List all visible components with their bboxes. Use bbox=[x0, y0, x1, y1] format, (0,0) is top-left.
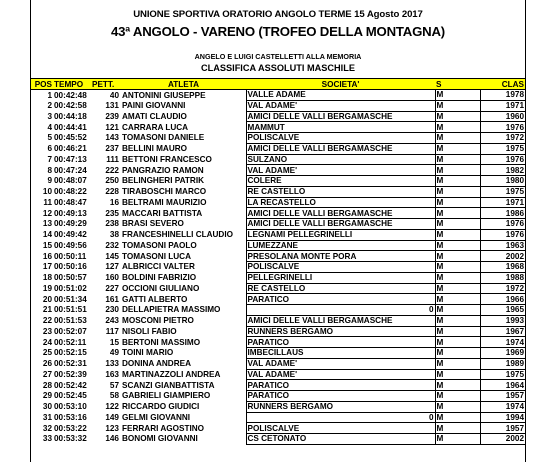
cell-pett: 222 bbox=[105, 165, 119, 175]
cell-sex: M bbox=[435, 283, 480, 294]
table-row bbox=[31, 197, 525, 208]
cell-pos: 33 bbox=[42, 434, 52, 444]
table-row bbox=[31, 208, 525, 219]
cell-clas: 1975 bbox=[480, 186, 525, 197]
cell-atleta: FERRARI AGOSTINO bbox=[122, 423, 205, 433]
column-header-societa: SOCIETA' bbox=[246, 79, 435, 90]
cell-pett: 232 bbox=[105, 240, 119, 250]
table-row bbox=[31, 100, 525, 111]
cell-clas: 1993 bbox=[480, 315, 525, 326]
cell-tempo: 00:50:57 bbox=[54, 273, 87, 283]
cell-clas: 1976 bbox=[480, 154, 525, 165]
cell-societa: IMBECILLAUS bbox=[246, 348, 435, 359]
cell-tempo: 00:52:11 bbox=[54, 337, 87, 347]
cell-pett: 121 bbox=[105, 122, 119, 132]
cell-pett: 111 bbox=[106, 154, 119, 164]
cell-tempo: 00:52:07 bbox=[54, 326, 87, 336]
cell-sex: M bbox=[435, 401, 480, 412]
cell-atleta: BONOMI GIOVANNI bbox=[122, 434, 198, 444]
cell-societa: PARATICO bbox=[246, 294, 435, 305]
table-row bbox=[31, 369, 525, 380]
cell-pett: 243 bbox=[105, 316, 119, 326]
cell-sex: M bbox=[435, 391, 480, 402]
cell-atleta: BRASI SEVERO bbox=[122, 219, 184, 229]
cell-pos: 31 bbox=[42, 412, 52, 422]
cell-clas: 1974 bbox=[480, 401, 525, 412]
cell-clas: 2002 bbox=[480, 434, 525, 445]
cell-tempo: 00:48:47 bbox=[54, 197, 87, 207]
cell-pos: 26 bbox=[42, 359, 52, 369]
cell-sex: M bbox=[435, 434, 480, 445]
cell-tempo: 00:50:16 bbox=[54, 262, 87, 272]
table-row bbox=[31, 283, 525, 294]
cell-sex: M bbox=[435, 272, 480, 283]
cell-clas: 1972 bbox=[480, 283, 525, 294]
cell-tempo: 00:51:34 bbox=[54, 294, 87, 304]
column-header-atleta: ATLETA bbox=[121, 79, 246, 90]
cell-pett: 122 bbox=[105, 402, 119, 412]
table-row bbox=[31, 315, 525, 326]
cell-societa: PARATICO bbox=[246, 391, 435, 402]
cell-clas: 1976 bbox=[480, 229, 525, 240]
cell-tempo: 00:53:10 bbox=[54, 402, 87, 412]
cell-tempo: 00:49:42 bbox=[54, 230, 87, 240]
cell-atleta: NISOLI FABIO bbox=[122, 326, 177, 336]
table-row bbox=[31, 305, 525, 316]
cell-pos: 16 bbox=[42, 251, 52, 261]
cell-atleta: TOMASONI DANIELE bbox=[122, 133, 205, 143]
cell-pos: 13 bbox=[42, 219, 52, 229]
cell-societa: MAMMUT bbox=[246, 122, 435, 133]
cell-pett: 40 bbox=[109, 90, 119, 100]
cell-tempo: 00:51:53 bbox=[54, 316, 87, 326]
cell-clas: 1971 bbox=[480, 100, 525, 111]
cell-sex: M bbox=[435, 143, 480, 154]
table-row bbox=[31, 434, 525, 445]
table-row bbox=[31, 294, 525, 305]
cell-pos: 22 bbox=[42, 316, 52, 326]
column-header-pett: PETT. bbox=[91, 79, 121, 90]
table-row bbox=[31, 186, 525, 197]
table-row bbox=[31, 143, 525, 154]
table-row bbox=[31, 348, 525, 359]
cell-pos: 29 bbox=[42, 391, 52, 401]
cell-societa: PELLEGRINELLI bbox=[246, 272, 435, 283]
cell-pos: 4 bbox=[47, 122, 52, 132]
cell-societa: AMICI DELLE VALLI BERGAMASCHE bbox=[246, 143, 435, 154]
cell-pos: 20 bbox=[42, 294, 52, 304]
cell-tempo: 00:50:11 bbox=[54, 251, 87, 261]
cell-atleta: CARRARA LUCA bbox=[122, 122, 189, 132]
cell-atleta: ANTONINI GIUSEPPE bbox=[122, 90, 206, 100]
cell-atleta: BETTONI FRANCESCO bbox=[122, 154, 212, 164]
cell-sex: M bbox=[435, 154, 480, 165]
cell-tempo: 00:49:13 bbox=[54, 208, 87, 218]
cell-pos: 7 bbox=[47, 154, 52, 164]
cell-pett: 235 bbox=[105, 208, 119, 218]
cell-clas: 1963 bbox=[480, 240, 525, 251]
cell-clas: 1960 bbox=[480, 111, 525, 122]
cell-sex: M bbox=[435, 186, 480, 197]
cell-pett: 228 bbox=[105, 187, 119, 197]
cell-tempo: 00:47:13 bbox=[54, 154, 87, 164]
cell-sex: M bbox=[435, 229, 480, 240]
results-sheet bbox=[30, 0, 526, 462]
cell-pett: 58 bbox=[109, 391, 119, 401]
cell-pos: 2 bbox=[47, 101, 52, 111]
cell-pett: 163 bbox=[105, 369, 119, 379]
cell-pos: 32 bbox=[42, 423, 52, 433]
cell-sex: M bbox=[435, 197, 480, 208]
cell-tempo: 00:52:15 bbox=[54, 348, 87, 358]
cell-clas: 1964 bbox=[480, 380, 525, 391]
cell-atleta: DONINA ANDREA bbox=[122, 359, 191, 369]
cell-atleta: AMATI CLAUDIO bbox=[122, 111, 187, 121]
table-row bbox=[31, 165, 525, 176]
cell-clas: 1957 bbox=[480, 391, 525, 402]
cell-clas: 1968 bbox=[480, 262, 525, 273]
cell-tempo: 00:48:22 bbox=[54, 187, 87, 197]
cell-societa: POLISCALVE bbox=[246, 133, 435, 144]
table-row bbox=[31, 412, 525, 423]
cell-societa: VALLE ADAME bbox=[246, 90, 435, 101]
cell-societa: VAL ADAME' bbox=[246, 100, 435, 111]
cell-atleta: FRANCESHINELLI CLAUDIO bbox=[122, 230, 233, 240]
cell-tempo: 00:52:39 bbox=[54, 369, 87, 379]
cell-sex: M bbox=[435, 369, 480, 380]
cell-societa: PARATICO bbox=[246, 337, 435, 348]
cell-societa: AMICI DELLE VALLI BERGAMASCHE bbox=[246, 111, 435, 122]
cell-pos: 11 bbox=[43, 197, 52, 207]
table-row bbox=[31, 326, 525, 337]
cell-pett: 250 bbox=[105, 176, 119, 186]
cell-tempo: 00:44:18 bbox=[54, 111, 87, 121]
cell-pos: 12 bbox=[42, 208, 52, 218]
cell-tempo: 00:51:02 bbox=[54, 283, 87, 293]
cell-atleta: SCANZI GIANBATTISTA bbox=[122, 380, 215, 390]
cell-pos: 15 bbox=[42, 240, 52, 250]
cell-societa: RUNNERS BERGAMO bbox=[246, 326, 435, 337]
table-row bbox=[31, 391, 525, 402]
table-row bbox=[31, 90, 525, 101]
cell-clas: 1967 bbox=[480, 326, 525, 337]
cell-pos: 17 bbox=[42, 262, 52, 272]
cell-societa: VAL ADAME' bbox=[246, 358, 435, 369]
cell-societa: AMICI DELLE VALLI BERGAMASCHE bbox=[246, 315, 435, 326]
cell-pett: 133 bbox=[105, 359, 119, 369]
cell-sex: M bbox=[435, 358, 480, 369]
cell-tempo: 00:42:58 bbox=[54, 101, 87, 111]
cell-atleta: BOLDINI FABRIZIO bbox=[122, 273, 197, 283]
cell-atleta: GATTI ALBERTO bbox=[122, 294, 188, 304]
table-row bbox=[31, 229, 525, 240]
cell-societa: AMICI DELLE VALLI BERGAMASCHE bbox=[246, 208, 435, 219]
cell-societa: VAL ADAME' bbox=[246, 369, 435, 380]
cell-pett: 227 bbox=[105, 283, 119, 293]
cell-pett: 131 bbox=[105, 101, 119, 111]
cell-atleta: TOINI MARIO bbox=[122, 348, 174, 358]
cell-pett: 38 bbox=[109, 230, 119, 240]
cell-clas: 1989 bbox=[480, 358, 525, 369]
cell-clas: 1976 bbox=[480, 219, 525, 230]
cell-tempo: 00:52:45 bbox=[54, 391, 87, 401]
cell-sex: M bbox=[435, 305, 480, 316]
table-row bbox=[31, 262, 525, 273]
cell-pos: 21 bbox=[42, 305, 52, 315]
cell-pett: 123 bbox=[105, 423, 119, 433]
cell-clas: 1965 bbox=[480, 305, 525, 316]
cell-tempo: 00:45:52 bbox=[54, 133, 87, 143]
cell-clas: 1966 bbox=[480, 294, 525, 305]
cell-atleta: DELLAPIETRA MASSIMO bbox=[122, 305, 221, 315]
cell-tempo: 00:53:16 bbox=[54, 412, 87, 422]
column-header-sex: S bbox=[435, 79, 480, 90]
cell-pos: 19 bbox=[42, 283, 52, 293]
cell-atleta: TOMASONI LUCA bbox=[122, 251, 191, 261]
cell-pett: 161 bbox=[105, 294, 119, 304]
cell-sex: M bbox=[435, 412, 480, 423]
cell-societa: 0 bbox=[246, 412, 435, 423]
cell-sex: M bbox=[435, 240, 480, 251]
table-row bbox=[31, 337, 525, 348]
cell-atleta: BELLINI MAURO bbox=[122, 144, 188, 154]
cell-sex: M bbox=[435, 165, 480, 176]
cell-societa: LUMEZZANE bbox=[246, 240, 435, 251]
cell-atleta: MOSCONI PIETRO bbox=[122, 316, 194, 326]
cell-clas: 1971 bbox=[480, 197, 525, 208]
cell-clas: 1988 bbox=[480, 272, 525, 283]
cell-sex: M bbox=[435, 219, 480, 230]
cell-clas: 1975 bbox=[480, 369, 525, 380]
cell-tempo: 00:46:21 bbox=[54, 144, 87, 154]
cell-clas: 1986 bbox=[480, 208, 525, 219]
cell-clas: 1982 bbox=[480, 165, 525, 176]
cell-pett: 237 bbox=[105, 144, 119, 154]
cell-clas: 1978 bbox=[480, 90, 525, 101]
cell-atleta: MACCARI BATTISTA bbox=[122, 208, 203, 218]
table-row bbox=[31, 380, 525, 391]
cell-societa: SULZANO bbox=[246, 154, 435, 165]
cell-pos: 23 bbox=[42, 326, 52, 336]
cell-pos: 18 bbox=[42, 273, 52, 283]
cell-pos: 9 bbox=[47, 176, 52, 186]
cell-atleta: OCCIONI GIULIANO bbox=[122, 283, 200, 293]
table-row bbox=[31, 219, 525, 230]
cell-sex: M bbox=[435, 111, 480, 122]
cell-tempo: 00:48:07 bbox=[54, 176, 87, 186]
cell-sex: M bbox=[435, 326, 480, 337]
column-header-tempo: TEMPO bbox=[53, 79, 91, 90]
cell-societa: LA RECASTELLO bbox=[246, 197, 435, 208]
cell-tempo: 00:52:42 bbox=[54, 380, 87, 390]
cell-pett: 238 bbox=[105, 219, 119, 229]
cell-pos: 28 bbox=[42, 380, 52, 390]
cell-pett: 57 bbox=[109, 380, 119, 390]
cell-societa: VAL ADAME' bbox=[246, 165, 435, 176]
cell-pett: 145 bbox=[105, 251, 119, 261]
race-title: 43ª ANGOLO - VARENO (TROFEO DELLA MONTAGNA) bbox=[110, 24, 445, 39]
cell-clas: 1969 bbox=[480, 348, 525, 359]
cell-sex: M bbox=[435, 133, 480, 144]
cell-societa: POLISCALVE bbox=[246, 423, 435, 434]
cell-sex: M bbox=[435, 262, 480, 273]
table-row bbox=[31, 176, 525, 187]
cell-pett: 117 bbox=[105, 326, 119, 336]
table-row bbox=[31, 251, 525, 262]
column-header-pos: POS bbox=[31, 79, 53, 90]
table-row bbox=[31, 154, 525, 165]
cell-clas: 1957 bbox=[480, 423, 525, 434]
cell-tempo: 00:52:31 bbox=[54, 359, 87, 369]
cell-sex: M bbox=[435, 122, 480, 133]
cell-pos: 25 bbox=[42, 348, 52, 358]
cell-clas: 2002 bbox=[480, 251, 525, 262]
cell-tempo: 00:47:24 bbox=[54, 165, 87, 175]
organizer-title: UNIONE SPORTIVA ORATORIO ANGOLO TERME 15 Agosto 2017 bbox=[133, 9, 423, 20]
cell-sex: M bbox=[435, 90, 480, 101]
cell-sex: M bbox=[435, 208, 480, 219]
table-row bbox=[31, 358, 525, 369]
cell-societa: PARATICO bbox=[246, 380, 435, 391]
cell-pett: 149 bbox=[105, 412, 119, 422]
cell-sex: M bbox=[435, 423, 480, 434]
cell-societa: LEGNAMI PELLEGRINELLI bbox=[246, 229, 435, 240]
cell-pett: 239 bbox=[105, 111, 119, 121]
cell-atleta: BELINGHERI PATRIK bbox=[122, 176, 205, 186]
cell-tempo: 00:53:22 bbox=[54, 423, 87, 433]
cell-societa: AMICI DELLE VALLI BERGAMASCHE bbox=[246, 219, 435, 230]
cell-sex: M bbox=[435, 337, 480, 348]
cell-tempo: 00:49:29 bbox=[54, 219, 87, 229]
cell-societa: PRESOLANA MONTE PORA bbox=[246, 251, 435, 262]
cell-clas: 1975 bbox=[480, 143, 525, 154]
cell-sex: M bbox=[435, 380, 480, 391]
cell-pos: 27 bbox=[42, 369, 52, 379]
table-row bbox=[31, 401, 525, 412]
cell-sex: M bbox=[435, 176, 480, 187]
cell-pos: 3 bbox=[47, 111, 52, 121]
cell-atleta: GABRIELI GIAMPIERO bbox=[122, 391, 211, 401]
table-row bbox=[31, 111, 525, 122]
cell-atleta: ALBRICCI VALTER bbox=[122, 262, 195, 272]
cell-pett: 146 bbox=[105, 434, 119, 444]
cell-pos: 10 bbox=[42, 187, 52, 197]
cell-pos: 30 bbox=[42, 402, 52, 412]
cell-atleta: MARTINAZZOLI ANDREA bbox=[122, 369, 221, 379]
cell-clas: 1994 bbox=[480, 412, 525, 423]
cell-societa: POLISCALVE bbox=[246, 262, 435, 273]
cell-tempo: 00:44:41 bbox=[54, 122, 87, 132]
column-header-clas: CLAS bbox=[480, 79, 525, 90]
cell-pos: 1 bbox=[47, 90, 52, 100]
cell-sex: M bbox=[435, 315, 480, 326]
table-row bbox=[31, 122, 525, 133]
cell-societa: RE CASTELLO bbox=[246, 283, 435, 294]
ranking-title: CLASSIFICA ASSOLUTI MASCHILE bbox=[201, 63, 355, 73]
cell-societa: RE CASTELLO bbox=[246, 186, 435, 197]
cell-pos: 8 bbox=[47, 165, 52, 175]
cell-atleta: BERTONI MASSIMO bbox=[122, 337, 201, 347]
cell-tempo: 00:53:32 bbox=[54, 434, 87, 444]
table-row bbox=[31, 423, 525, 434]
cell-sex: M bbox=[435, 251, 480, 262]
cell-pos: 14 bbox=[42, 230, 52, 240]
cell-pos: 6 bbox=[47, 144, 52, 154]
cell-pos: 24 bbox=[42, 337, 52, 347]
cell-clas: 1976 bbox=[480, 122, 525, 133]
cell-atleta: PAINI GIOVANNI bbox=[122, 101, 186, 111]
cell-societa: RUNNERS BERGAMO bbox=[246, 401, 435, 412]
cell-sex: M bbox=[435, 348, 480, 359]
cell-tempo: 00:49:56 bbox=[54, 240, 87, 250]
table-row bbox=[31, 272, 525, 283]
cell-pett: 15 bbox=[109, 337, 119, 347]
cell-tempo: 00:42:48 bbox=[54, 90, 87, 100]
table-row bbox=[31, 240, 525, 251]
cell-atleta: TOMASONI PAOLO bbox=[122, 240, 197, 250]
cell-pett: 143 bbox=[105, 133, 119, 143]
cell-clas: 1972 bbox=[480, 133, 525, 144]
cell-atleta: BELTRAMI MAURIZIO bbox=[122, 197, 207, 207]
cell-pett: 160 bbox=[105, 273, 119, 283]
table-header-row bbox=[31, 79, 525, 90]
cell-atleta: PANGRAZIO RAMON bbox=[122, 165, 204, 175]
memorial-subtitle: ANGELO E LUIGI CASTELLETTI ALLA MEMORIA bbox=[194, 52, 362, 61]
cell-sex: M bbox=[435, 294, 480, 305]
cell-pos: 5 bbox=[47, 133, 52, 143]
cell-clas: 1974 bbox=[480, 337, 525, 348]
cell-sex: M bbox=[435, 100, 480, 111]
cell-tempo: 00:51:51 bbox=[54, 305, 87, 315]
cell-atleta: RICCARDO GIUDICI bbox=[122, 402, 200, 412]
cell-pett: 16 bbox=[109, 197, 119, 207]
cell-clas: 1980 bbox=[480, 176, 525, 187]
cell-societa: COLERE bbox=[246, 176, 435, 187]
results-table bbox=[31, 78, 525, 445]
cell-atleta: TIRABOSCHI MARCO bbox=[122, 187, 207, 197]
cell-societa: 0 bbox=[246, 305, 435, 316]
cell-pett: 49 bbox=[109, 348, 119, 358]
cell-pett: 127 bbox=[105, 262, 119, 272]
cell-societa: CS CETONATO bbox=[246, 434, 435, 445]
cell-pett: 230 bbox=[105, 305, 119, 315]
cell-atleta: GELMI GIOVANNI bbox=[122, 412, 191, 422]
table-row bbox=[31, 133, 525, 144]
